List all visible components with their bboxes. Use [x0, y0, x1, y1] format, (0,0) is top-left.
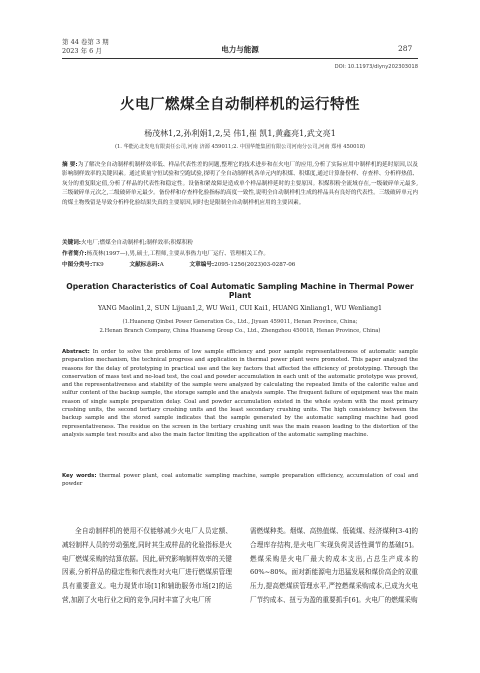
keywords-text-en: thermal power plant, coal automatic sampling machine, sample preparation efficiency, accumulation of coal and powder — [62, 473, 419, 488]
affiliation-chinese: (1. 华能沁北发电有限责任公司,河南 济源 459011;2. 中国华能集团有限公司河南分公司,河南 郑州 450018) — [114, 144, 366, 150]
doc-code-value: A — [159, 262, 164, 268]
body-column-left: 全自动制样机的使用不仅能够减少火电厂人员定额、减轻制样人员的劳动强度,同时其生成样品的化验指标是火电厂燃煤采购的结算依据。因此,研究影响制样效率的关键因素,分析样品的稳定性和代表性对火电厂进行燃煤质管理具有重要意义。电力现货市场[1]和辅助服务市场[2]的运营,加剧了火电行业之间的竞争,同时丰富了火电厂所 — [62, 527, 232, 604]
abstract-text-en: In order to solve the problems of low sample efficiency and poor sample representativeness of automatic sample preparation mechanism, the technical progress and application in thermal power plant were promoted. This paper analyzed the reasons for the delay of prototyping in practical use and the key factors that affected the efficiency of prototyping. Through the conservation of mass test and no-load test, the coal and powder accumulation in each unit of the automatic prototype was proved, and the representativeness and stability of the sample were analyzed by calculating the repeated limits of the calorific value and sulfur content of the backup sample, the storage sample and the analysis sample. The frequent failure of equipment was the main reason of single sample preparation delay. Coal and powder accumulation existed in the whole system with the most primary crushing units, the second tertiary crushing units and the least secondary crushing units. The high consistency between the backup sample and the stored sample indicates that the sample generated by the automatic sampling machine had good representativeness. The residue on the screen in the tertiary crushing unit was the main reason leading to the distortion of the analysis sample test results and also the main factor limiting the application of the automatic sampling machine. — [62, 349, 418, 438]
issue-date: 2023 年 6 月 — [62, 47, 102, 55]
title-chinese: 火电厂燃煤全自动制样机的运行特性 — [120, 97, 360, 113]
affiliation-en-1: (1.Huaneng Qinbei Power Generation Co., Ltd., Jiyuan 459011, Henan Province, China; — [122, 319, 358, 325]
clc-value: TK9 — [92, 262, 104, 268]
body-column-right: 需燃煤种类。烟煤、高热值煤、低硫煤、经济煤种[3-4]的合理库存结构,是火电厂实现负荷灵活性调节的基础[5]。燃煤采购是火电厂最大的成本支出,占总生产成本的60%~80%。面对新能源电力迅猛发展和煤价高企的双重压力,提高燃煤质管理水平,严控燃煤采购成本,已成为火电厂节约成本、扭亏为盈的重要抓手[6]。火电厂的燃煤采购 — [250, 527, 418, 604]
header-rule — [62, 58, 418, 59]
doi: DOI: 10.11973/dlyny202303018 — [334, 64, 418, 70]
keywords-chinese — [62, 239, 418, 247]
page-number: 287 — [398, 44, 413, 53]
article-id-label: 文章编号: — [189, 262, 215, 268]
article-id-value: 2095-1256(2023)03-0287-06 — [214, 262, 296, 268]
author-bio-label: 作者简介: — [62, 251, 87, 257]
author-bio — [62, 250, 418, 258]
keywords-text-cn: 火电厂;燃煤全自动制样机;制样效率;积煤积粉 — [81, 240, 193, 246]
abstract-label-en: Abstract: — [62, 349, 90, 355]
abstract-chinese — [62, 161, 418, 208]
volume-issue: 第 44 卷第 3 期 — [62, 38, 109, 46]
journal-name: 电力与能源 — [221, 45, 259, 54]
keywords-label-cn: 关键词: — [62, 240, 82, 246]
affiliation-english — [62, 318, 418, 335]
abstract-english — [62, 348, 418, 439]
classification-line — [62, 261, 418, 269]
abstract-text-cn: 为了解决全自动制样机制样效率低、样品代表性差的问题,整理它的技术进步和在火电厂的应用,分析了实际应用中制样机的延时原因,以及影响制样效率的关键因素。通过质量守恒试验和空跑试验,探明了全自动制样机各单元内的积煤、积煤度,通过计算备份样、存查样、分析样热值、灰分的重复限定值,分析了样品的代表性和稳定性。设备和紧故障是造成单个样品制样延时的主要原因。积煤积粉全流域存在,一级破碎单元最多,三级破碎单元次之,二级破碎单元最少。备份样和存查样化验指标的高度一致性,说明全自动制样机生成的样品具有良好的代表性。三级破碎单元内的煤土物残留是导致分析样化验结果失真的主要原因,同时也是限制全自动制样机应用的主要因素。 — [62, 162, 418, 206]
journal-volume-info — [62, 38, 109, 56]
abstract-label-cn: 摘 要: — [62, 162, 78, 168]
clc-label: 中图分类号: — [62, 262, 93, 268]
doc-code-label: 文献标志码: — [129, 262, 160, 268]
keywords-label-en: Key words: — [62, 473, 97, 479]
title-english: Operation Characteristics of Coal Automatic Sampling Machine in Thermal Power Plant — [66, 282, 414, 300]
authors-english: YANG Maolin1,2, SUN Lijuan1,2, WU Wei1, CUI Kai1, HUANG Xinliang1, WU Wenliang1 — [97, 305, 383, 312]
affiliation-en-2: 2.Henan Branch Company, China Huaneng Group Co., Ltd., Zhengzhou 450018, Henan Province, China) — [99, 327, 381, 334]
author-bio-text: 杨茂林(1997—),男,硕士,工程师,主要从事热力电厂运行、管理相关工作。 — [86, 251, 269, 257]
keywords-english — [62, 472, 418, 489]
authors-chinese: 杨茂林1,2,孙利娟1,2,吴 伟1,崔 凯1,黄鑫亮1,武文亮1 — [144, 129, 336, 138]
